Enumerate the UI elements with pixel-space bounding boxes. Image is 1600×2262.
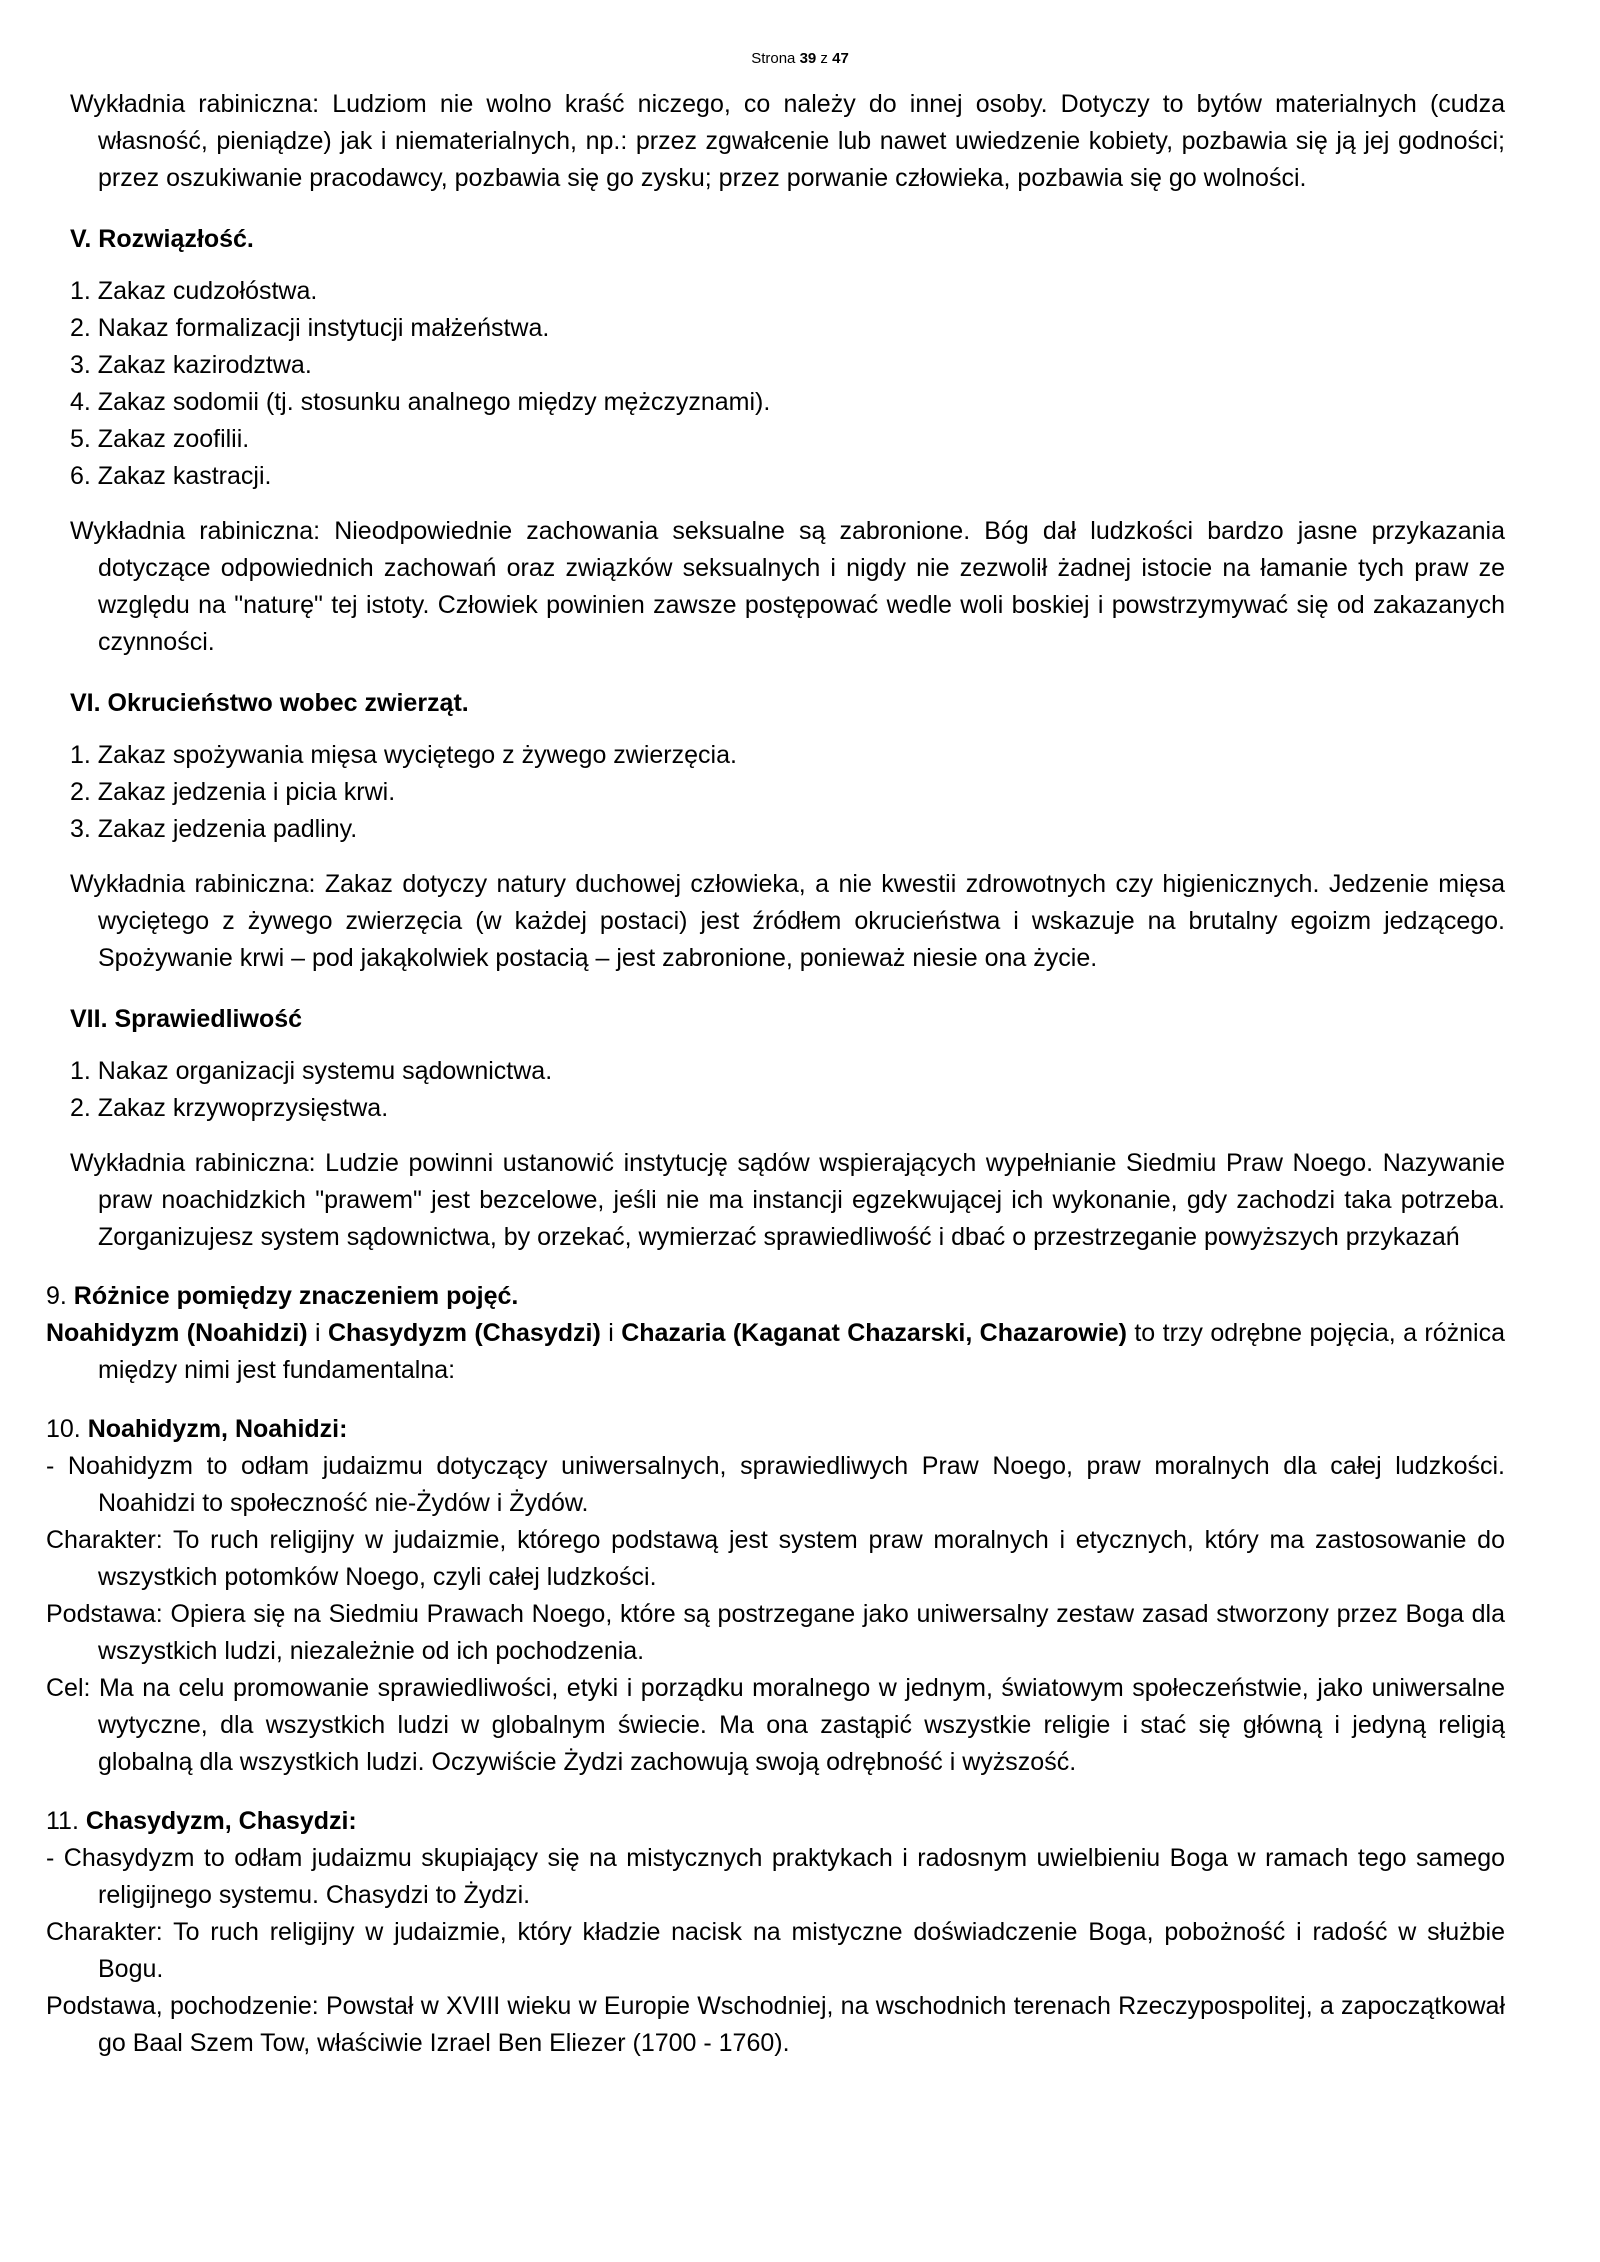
text-run: to trzy odrębne pojęcia, a różnica między nimi jest fundamentalna:: [98, 1319, 1506, 1384]
terms-definition-paragraph: [46, 1315, 1505, 1389]
rabbinic-interpretation-sexual-paragraph: Wykładnia rabiniczna: Nieodpowiednie zachowania seksualne są zabronione. Bóg dał ludzkości bardzo jasne przykazania dotyczące odpowiednich zachowań oraz związków seksualnych i nigdy nie zezwolił żadnej istocie na łamanie tych praw ze względu na "naturę" tej istoty. Człowiek powinien zawsze postępować wedle woli boskiej i powstrzymywać się od zakazanych czynności.: [70, 517, 1505, 656]
heading-number: 9.: [46, 1282, 74, 1310]
term-chazaria: Chazaria (Kaganat Chazarski, Chazarowie): [621, 1319, 1127, 1347]
list-item: 1. Zakaz spożywania mięsa wyciętego z żywego zwierzęcia.: [70, 741, 737, 769]
list-item: 5. Zakaz zoofilii.: [70, 425, 250, 453]
term-noahidyzm: Noahidyzm (Noahidzi): [46, 1319, 308, 1347]
chasydyzm-character-paragraph: Charakter: To ruch religijny w judaizmie, który kładzie nacisk na mistyczne doświadczenie Boga, pobożność i radość w służbie Bogu.: [46, 1918, 1505, 1983]
numbered-heading-10-noahidyzm: [46, 1411, 1505, 1448]
term-chasydyzm: Chasydyzm (Chasydzi): [328, 1319, 601, 1347]
heading-title: Noahidyzm, Noahidzi:: [87, 1415, 348, 1443]
list-item: 1. Nakaz organizacji systemu sądownictwa.: [70, 1057, 553, 1085]
chasydyzm-origin-paragraph: Podstawa, pochodzenie: Powstał w XVIII wieku w Europie Wschodniej, na wschodnich terenach Rzeczypospolitej, a zapoczątkował go Baal Szem Tow, właściwie Izrael Ben Eliezer (1700 - 1760).: [46, 1992, 1505, 2057]
text-run: i: [600, 1319, 622, 1347]
heading-number: 10.: [46, 1415, 88, 1443]
page-separator: z: [816, 50, 833, 67]
rabbinic-interpretation-theft-paragraph: Wykładnia rabiniczna: Ludziom nie wolno kraść niczego, co należy do innej osoby. Dotyczy to bytów materialnych (cudza własność, pieniądze) jak i niematerialnych, np.: przez zgwałcenie lub nawet uwiedzenie kobiety, pozbawia się ją jej godności; przez oszukiwanie pracodawcy, pozbawia się go zysku; przez porwanie człowieka, pozbawia się go wolności.: [70, 90, 1505, 192]
page-label: Strona: [751, 50, 800, 67]
list-item: 2. Zakaz krzywoprzysięstwa.: [70, 1094, 389, 1122]
section-heading-vi-animal-cruelty: VI. Okrucieństwo wobec zwierząt.: [70, 689, 469, 717]
noahidyzm-character-paragraph: Charakter: To ruch religijny w judaizmie, którego podstawą jest system praw moralnych i etycznych, który ma zastosowanie do wszystkich potomków Noego, czyli całej ludzkości.: [46, 1526, 1505, 1591]
noahidyzm-goal-paragraph: Cel: Ma na celu promowanie sprawiedliwości, etyki i porządku moralnego w jednym, światowym społeczeństwie, jako uniwersalne wytyczne, dla wszystkich ludzi w globalnym świecie. Ma ona zastąpić wszystkie religie i stać się główną i jedyną religią globalną dla wszystkich ludzi. Oczywiście Żydzi zachowują swoją odrębność i wyższość.: [46, 1674, 1505, 1776]
list-item: 2. Nakaz formalizacji instytucji małżeństwa.: [70, 314, 550, 342]
list-item: 3. Zakaz kazirodztwa.: [70, 351, 312, 379]
heading-title: Różnice pomiędzy znaczeniem pojęć.: [73, 1282, 519, 1310]
chasydyzm-definition-paragraph: - Chasydyzm to odłam judaizmu skupiający się na mistycznych praktykach i radosnym uwielbieniu Boga w ramach tego samego religijnego systemu. Chasydzi to Żydzi.: [46, 1844, 1505, 1909]
page-total: 47: [832, 50, 849, 67]
animal-cruelty-commandments-list: [70, 737, 1505, 848]
list-item: 2. Zakaz jedzenia i picia krwi.: [70, 778, 396, 806]
heading-number: 11.: [46, 1807, 86, 1835]
section-heading-v-debauchery: V. Rozwiązłość.: [70, 225, 254, 253]
noahidyzm-definition-paragraph: - Noahidyzm to odłam judaizmu dotyczący uniwersalnych, sprawiedliwych Praw Noego, praw moralnych dla całej ludzkości. Noahidzi to społeczność nie-Żydów i Żydów.: [46, 1452, 1505, 1517]
numbered-heading-11-chasydyzm: [46, 1803, 1505, 1840]
list-item: 1. Zakaz cudzołóstwa.: [70, 277, 318, 305]
heading-title: Chasydyzm, Chasydzi:: [85, 1807, 357, 1835]
justice-commandments-list: [70, 1053, 1505, 1127]
text-run: i: [307, 1319, 328, 1347]
page-number: 39: [799, 50, 817, 67]
list-item: 3. Zakaz jedzenia padliny.: [70, 815, 358, 843]
list-item: 4. Zakaz sodomii (tj. stosunku analnego między mężczyznami).: [70, 388, 771, 416]
rabbinic-interpretation-courts-paragraph: Wykładnia rabiniczna: Ludzie powinni ustanowić instytucję sądów wspierających wypełnianie Siedmiu Praw Noego. Nazywanie praw noachidzkich "prawem" jest bezcelowe, jeśli nie ma instancji egzekwującej ich wykonanie, gdy zachodzi taka potrzeba. Zorganizujesz system sądownictwa, by orzekać, wymierzać sprawiedliwość i dbać o przestrzeganie powyższych przykazań: [70, 1149, 1505, 1251]
rabbinic-interpretation-animal-paragraph: Wykładnia rabiniczna: Zakaz dotyczy natury duchowej człowieka, a nie kwestii zdrowotnych czy higienicznych. Jedzenie mięsa wyciętego z żywego zwierzęcia (w każdej postaci) jest źródłem okrucieństwa i wskazuje na brutalny egoizm jedzącego. Spożywanie krwi – pod jakąkolwiek postacią – jest zabronione, ponieważ niesie ona życie.: [70, 870, 1505, 972]
numbered-heading-9-term-differences: [46, 1278, 1505, 1315]
list-item: 6. Zakaz kastracji.: [70, 462, 272, 490]
noahidyzm-basis-paragraph: Podstawa: Opiera się na Siedmiu Prawach Noego, które są postrzegane jako uniwersalny zestaw zasad stworzony przez Boga dla wszystkich ludzi, niezależnie od ich pochodzenia.: [46, 1600, 1505, 1665]
section-heading-vii-justice: VII. Sprawiedliwość: [70, 1005, 303, 1033]
page-number-header: [0, 0, 1600, 68]
debauchery-commandments-list: [70, 273, 1505, 495]
